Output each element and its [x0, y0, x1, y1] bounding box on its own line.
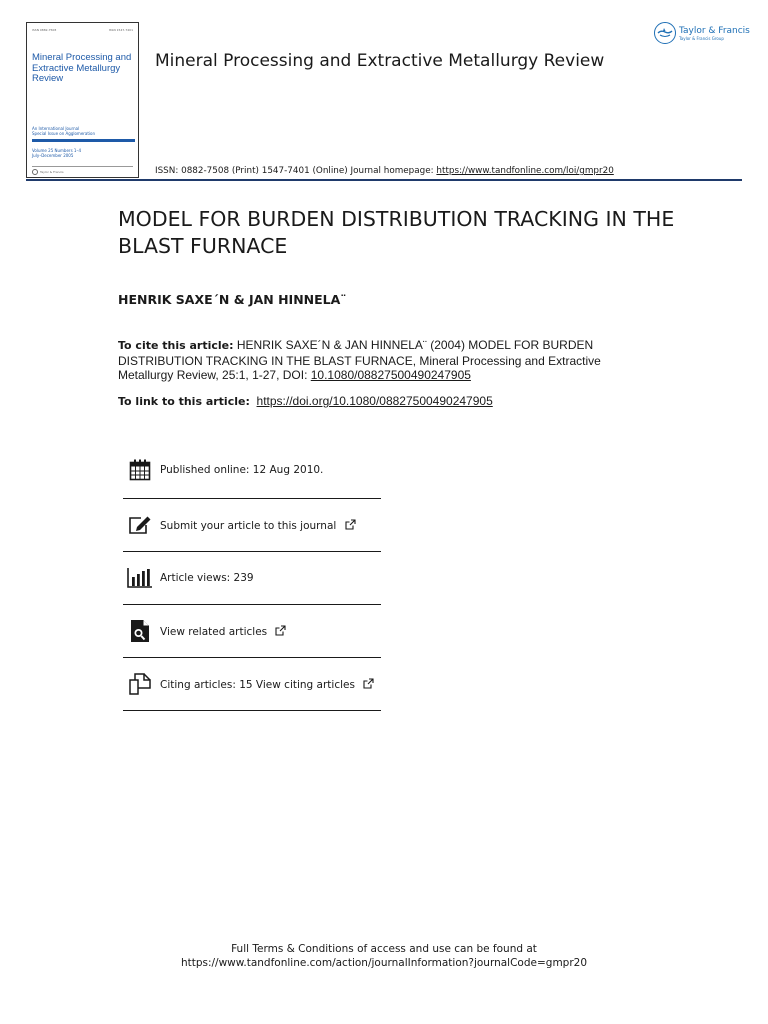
cover-issn-row: [32, 28, 133, 32]
citing-articles-label: Citing articles: 15 View citing articles: [160, 678, 355, 691]
citing-articles-item[interactable]: [123, 658, 381, 711]
citing-articles-text: [160, 678, 374, 691]
related-articles-label: View related articles: [160, 625, 268, 638]
citing-articles-icon: [127, 671, 153, 697]
article-info-list: [123, 441, 381, 711]
cover-publisher-name: Taylor & Francis: [40, 170, 64, 174]
cover-date: July–December 2005: [32, 153, 74, 158]
edit-icon: [127, 512, 153, 538]
article-link-block: [118, 394, 493, 408]
citation-text: HENRIK SAXE´N & JAN HINNELA¨ (2004) MODEL FOR BURDEN DISTRIBUTION TRACKING IN THE BLAST FURNACE, Mineral Processing and Extractive Metallurgy Review, 25:1, 1-27, DOI:: [118, 338, 601, 382]
cover-issn-left: ISSN 0882-7508: [32, 28, 57, 32]
issn-text: ISSN: 0882-7508 (Print) 1547-7401 (Online) Journal homepage:: [155, 166, 437, 176]
journal-cover: [26, 22, 139, 178]
publisher-group: Taylor & Francis Group: [679, 35, 724, 41]
terms-footer-link[interactable]: https://www.tandfonline.com/action/journalInformation?journalCode=gmpr20: [180, 957, 588, 969]
published-online-item: [123, 441, 381, 499]
related-articles-text: [160, 625, 286, 638]
cover-subtitle: [32, 126, 136, 136]
submit-article-item[interactable]: [123, 499, 381, 552]
publisher-logo[interactable]: [654, 22, 750, 44]
citation-block: [118, 338, 658, 383]
citation-label: To cite this article:: [118, 339, 234, 352]
cover-publisher-icon: [32, 169, 38, 175]
article-title: MODEL FOR BURDEN DISTRIBUTION TRACKING IN THE BLAST FURNACE: [118, 207, 675, 258]
article-doi-url[interactable]: https://doi.org/10.1080/08827500490247905: [256, 394, 493, 408]
cover-rule: [32, 139, 135, 142]
external-link-icon: [275, 625, 286, 636]
cover-volume-line: Volume 25 Numbers 1–4: [32, 148, 82, 153]
article-views-item: [123, 552, 381, 605]
cover-publisher: [32, 166, 133, 175]
cover-issn-right: ISSN 1547-7401: [108, 28, 133, 32]
issn-line: [155, 166, 614, 176]
header-divider: [26, 179, 742, 181]
article-link-label: To link to this article:: [118, 395, 250, 408]
article-views-text: Article views: 239: [160, 572, 254, 584]
submit-article-label: Submit your article to this journal: [160, 519, 337, 532]
journal-homepage-link[interactable]: https://www.tandfonline.com/loi/gmpr20: [436, 166, 614, 176]
publisher-name: Taylor & Francis: [679, 25, 750, 36]
article-authors: HENRIK SAXE´N & JAN HINNELA¨: [118, 292, 347, 307]
cover-volume: [32, 148, 136, 158]
search-document-icon: [127, 618, 153, 644]
terms-footer: [0, 942, 768, 970]
terms-footer-line1: Full Terms & Conditions of access and use can be found at: [231, 943, 537, 955]
external-link-icon: [345, 519, 356, 530]
citation-doi-link[interactable]: 10.1080/08827500490247905: [310, 368, 471, 382]
cover-title: Mineral Processing and Extractive Metallurgy Review: [32, 52, 132, 84]
publisher-logo-text: [679, 26, 750, 41]
cover-special-issue: Special Issue on Agglomeration: [32, 131, 96, 136]
calendar-icon: [127, 457, 153, 483]
submit-article-text: [160, 519, 356, 532]
taylor-francis-logo-icon: [654, 22, 676, 44]
related-articles-item[interactable]: [123, 605, 381, 658]
journal-title: Mineral Processing and Extractive Metallurgy Review: [155, 51, 605, 71]
cover-subtitle-line: An International Journal: [32, 126, 80, 131]
external-link-icon: [363, 678, 374, 689]
published-online-text: Published online: 12 Aug 2010.: [160, 463, 324, 476]
bar-chart-icon: [127, 565, 153, 591]
